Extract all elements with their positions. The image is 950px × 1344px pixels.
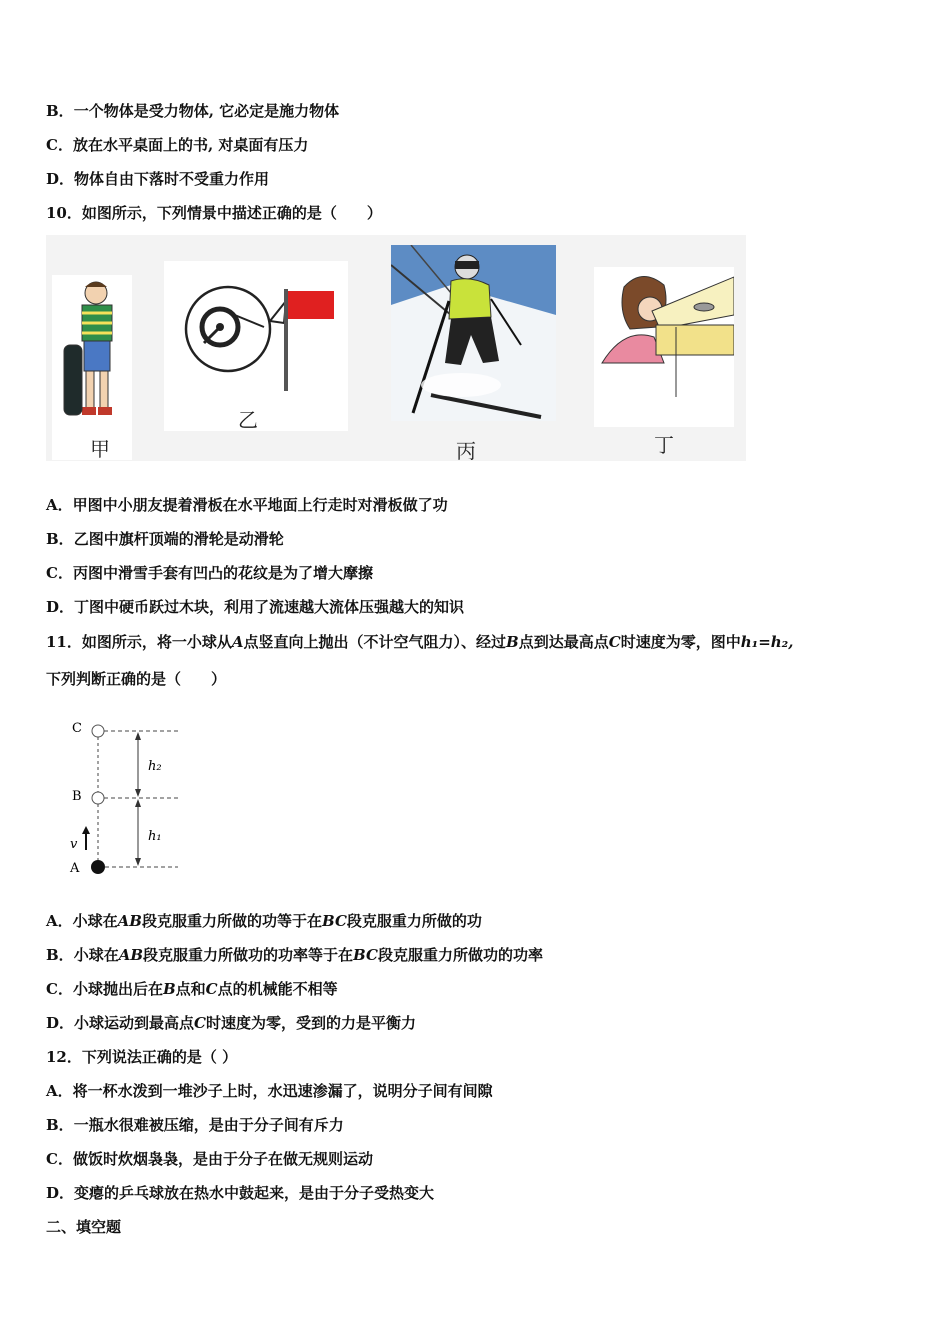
q10-option-d: D．丁图中硬币跃过木块，利用了流速越大流体压强越大的知识 [46,598,465,616]
ball-at-c [92,725,104,737]
point-a-label: A [70,861,80,876]
flagpole-pulley-illustration [164,261,348,431]
velocity-label: v [70,837,78,852]
q12-option-a: A．将一杯水泼到一堆沙子上时，水迅速渗漏了，说明分子间有间隙 [46,1082,493,1100]
h1-label: h₁ [148,829,162,844]
q12-option-c: C．做饭时炊烟袅袅，是由于分子在做无规则运动 [46,1150,373,1168]
ball-at-b [92,792,104,804]
section-heading-fill-in: 二、填空题 [46,1218,122,1236]
q11-stem: 11．如图所示，将一小球从A点竖直向上抛出（不计空气阻力）、经过B点到达最高点C时速度为零，图中h₁=h₂, [46,633,794,651]
skier-photo [391,245,556,463]
q11-diagram [62,712,202,887]
q11-stem-line2: 下列判断正确的是（ ） [46,670,227,688]
q9-option-d: D．物体自由下落时不受重力作用 [46,170,270,188]
point-c-label: C [72,721,82,736]
caption-ding: 丁 [654,433,674,457]
caption-jia: 甲 [90,437,110,461]
q10-option-a: A．甲图中小朋友提着滑板在水平地面上行走时对滑板做了功 [46,496,448,514]
caption-yi: 乙 [238,408,258,432]
q9-option-c: C．放在水平桌面上的书, 对桌面有压力 [46,136,309,154]
q11-option-a: A．小球在AB段克服重力所做的功等于在BC段克服重力所做的功 [46,912,482,930]
h2-label: h₂ [148,759,162,774]
q10-option-c: C．丙图中滑雪手套有凹凸的花纹是为了增大摩擦 [46,564,373,582]
q12-stem: 12．下列说法正确的是（ ） [46,1048,238,1066]
girl-coin-illustration [594,267,734,457]
q10-figure [46,235,746,461]
q10-option-b: B．乙图中旗杆顶端的滑轮是动滑轮 [46,530,284,548]
caption-bing: 丙 [456,439,476,463]
q12-option-d: D．变瘪的乒乓球放在热水中鼓起来，是由于分子受热变大 [46,1184,435,1202]
boy-skateboard-illustration [52,275,132,460]
q11-option-c: C．小球抛出后在B点和C点的机械能不相等 [46,980,338,998]
q12-option-b: B．一瓶水很难被压缩，是由于分子间有斥力 [46,1116,344,1134]
q10-stem: 10．如图所示，下列情景中描述正确的是（ ） [46,204,382,222]
q9-option-b: B．一个物体是受力物体, 它必定是施力物体 [46,102,340,120]
point-b-label: B [72,789,82,804]
ball-at-a [91,860,105,874]
q11-option-d: D．小球运动到最高点C时速度为零，受到的力是平衡力 [46,1014,416,1032]
q11-option-b: B．小球在AB段克服重力所做功的功率等于在BC段克服重力所做功的功率 [46,946,543,964]
